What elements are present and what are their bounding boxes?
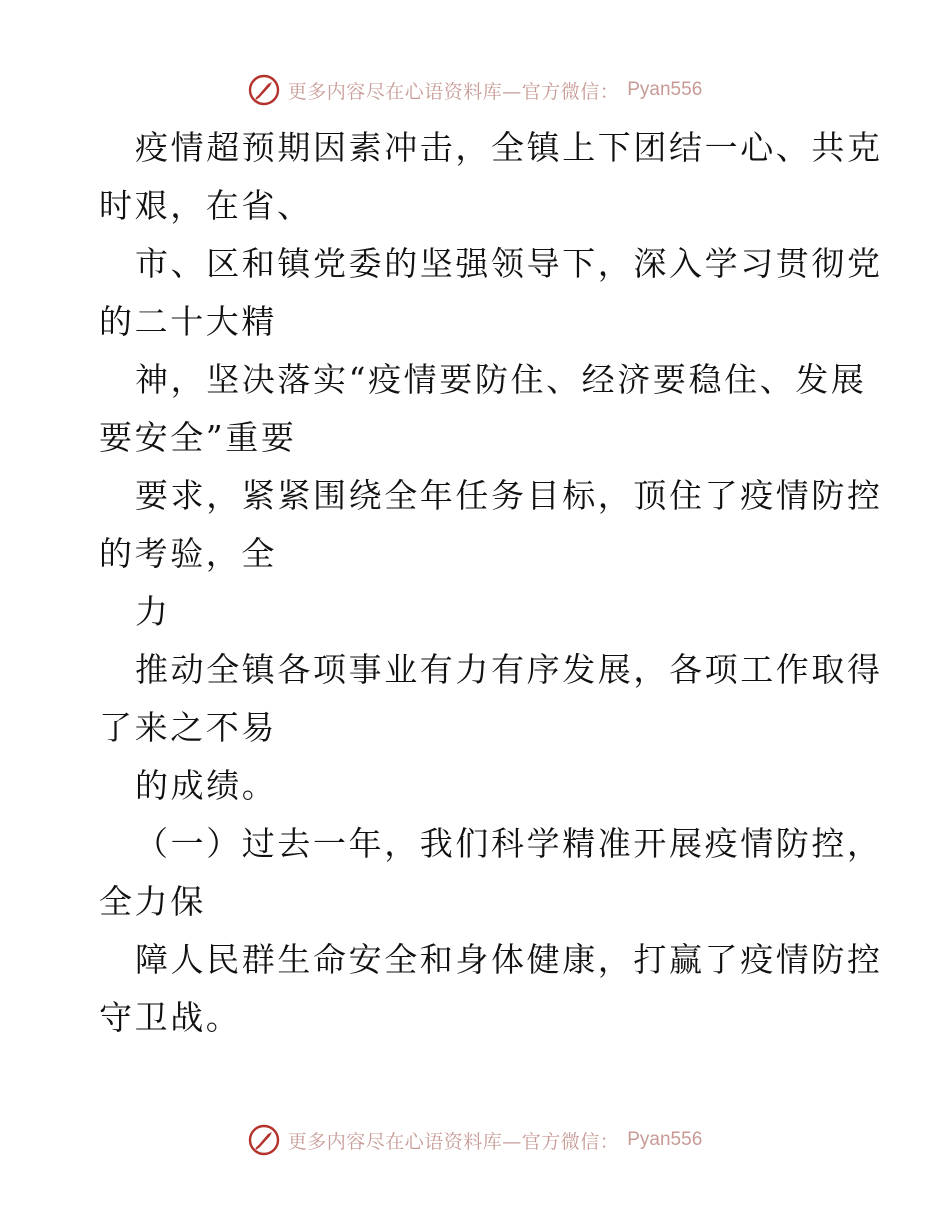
text-line: 全力保	[99, 882, 206, 921]
text-line: 神，坚决落实“疫情要防住、经济要稳住、发展	[135, 360, 867, 399]
watermark-wechat-id: Pyan556	[627, 1129, 703, 1150]
text-line: 力	[135, 592, 171, 631]
text-line: 市、区和镇党委的坚强领导下，深入学习贯彻党	[135, 244, 883, 283]
watermark-text: 更多内容尽在心语资料库—官方微信：	[287, 80, 620, 103]
text-line: 疫情超预期因素冲击，全镇上下团结一心、共克	[135, 128, 883, 167]
text-line: 推动全镇各项事业有力有序发展，各项工作取得	[135, 650, 883, 689]
text-line: 的二十大精	[99, 302, 277, 341]
footer-watermark	[0, 1122, 950, 1158]
quill-logo-icon	[248, 74, 280, 106]
text-line: 时艰，在省、	[99, 186, 313, 225]
text-line: （一）过去一年，我们科学精准开展疫情防控，	[135, 824, 883, 863]
text-line: 了来之不易	[99, 708, 277, 747]
quill-logo-icon	[248, 1124, 280, 1156]
text-line: 障人民群生命安全和身体健康，打赢了疫情防控	[135, 940, 883, 979]
text-line: 的考验，全	[99, 534, 277, 573]
watermark-wechat-id: Pyan556	[627, 79, 703, 100]
text-line: 的成绩。	[135, 766, 278, 805]
text-line: 要求，紧紧围绕全年任务目标，顶住了疫情防控	[135, 476, 883, 515]
header-watermark	[0, 72, 950, 108]
text-line: 守卫战。	[99, 998, 242, 1037]
text-line: 要安全”重要	[99, 418, 297, 457]
watermark-text: 更多内容尽在心语资料库—官方微信：	[287, 1130, 620, 1153]
